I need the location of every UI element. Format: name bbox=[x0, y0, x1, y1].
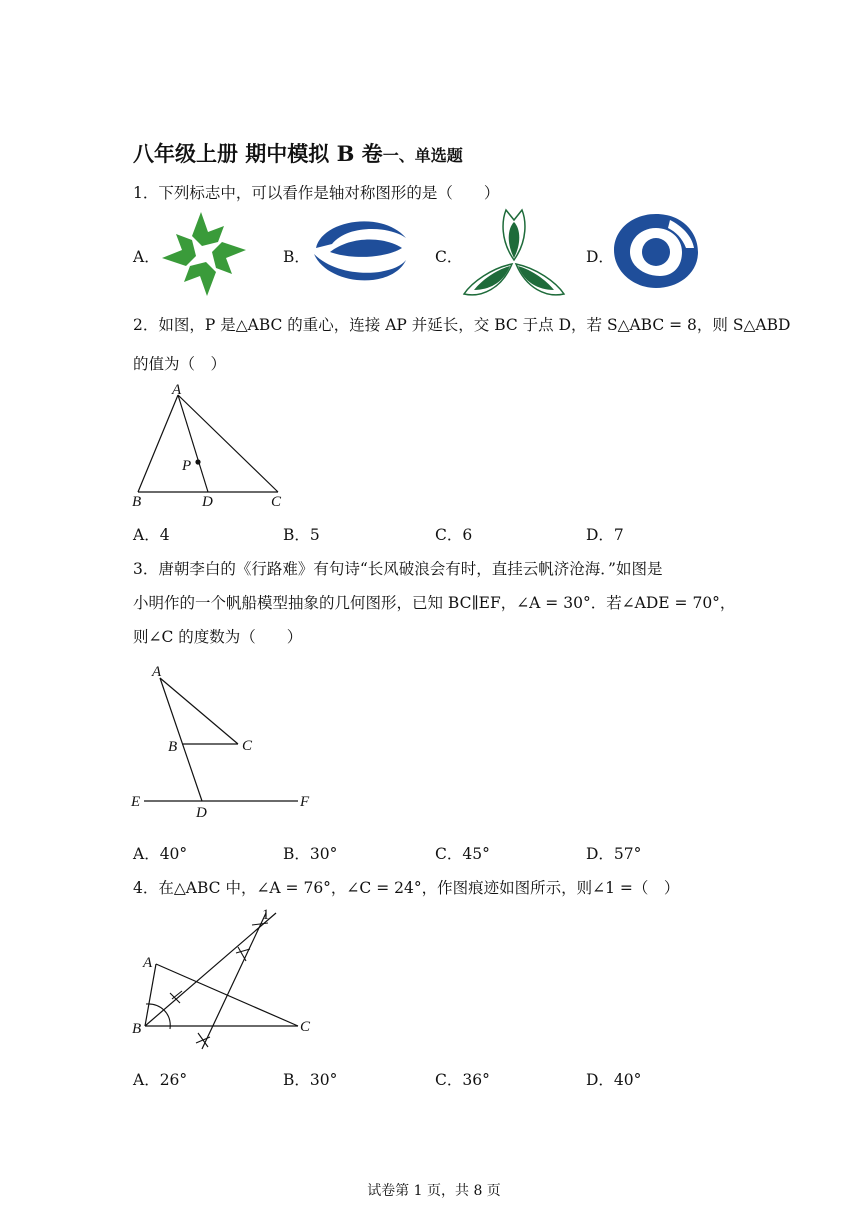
page-title bbox=[133, 138, 463, 168]
q3-option-d: D．57° bbox=[586, 845, 642, 863]
q4-angle-bisector bbox=[145, 913, 276, 1026]
q3-option-a: A．40° bbox=[133, 845, 188, 863]
q1-logo-a bbox=[158, 209, 250, 299]
q2-label-c: C bbox=[271, 494, 282, 510]
q3-label-d: D bbox=[196, 805, 207, 821]
q4-option-c: C．36° bbox=[435, 1071, 490, 1089]
q4-perpendicular-bisector bbox=[202, 913, 266, 1049]
q2-label-b: B bbox=[132, 494, 142, 510]
q3-label-a: A bbox=[152, 664, 162, 680]
q3-label-c: C bbox=[242, 738, 253, 754]
q3-label-e: E bbox=[131, 794, 141, 810]
q3-label-b: B bbox=[168, 739, 178, 755]
q4-stem: 4．在△ABC 中，∠A = 76°，∠C = 24°，作图痕迹如图所示，则∠1 =（ ） bbox=[133, 879, 680, 897]
q1-logo-b bbox=[310, 214, 410, 286]
q3-figure bbox=[128, 660, 328, 825]
q4-side-ab bbox=[145, 964, 156, 1026]
q1-logo-a-star-right bbox=[212, 242, 246, 274]
q2-option-c: C．6 bbox=[435, 526, 473, 544]
q4-label-1: 1 bbox=[262, 907, 270, 923]
q3-stem-line3: 则∠C 的度数为（ ） bbox=[133, 628, 303, 646]
q2-side-ab bbox=[138, 395, 178, 492]
q3-label-f: F bbox=[300, 794, 310, 810]
q3-stem-line1: 3．唐朝李白的《行路难》有句诗“长风破浪会有时，直挂云帆济沧海．”如图是 bbox=[133, 560, 663, 578]
q1-stem: 1．下列标志中，可以看作是轴对称图形的是（ ） bbox=[133, 184, 500, 202]
page-footer: 试卷第 1 页，共 8 页 bbox=[367, 1183, 501, 1199]
q2-label-a: A bbox=[172, 382, 182, 398]
q1-logo-a-star-bottom bbox=[184, 262, 216, 296]
q1-logo-d-inner-dot bbox=[642, 238, 670, 266]
q2-stem-line2: 的值为（ ） bbox=[133, 355, 227, 373]
q1-option-a: A． bbox=[133, 248, 160, 266]
section-heading: 一、单选题 bbox=[382, 146, 463, 165]
q1-option-b: B． bbox=[283, 248, 310, 266]
q1-logo-b-middle-band bbox=[330, 239, 402, 256]
q3-option-b: B．30° bbox=[283, 845, 338, 863]
q4-option-b: B．30° bbox=[283, 1071, 338, 1089]
q2-option-b: B．5 bbox=[283, 526, 320, 544]
q4-label-c: C bbox=[300, 1019, 311, 1035]
q4-label-b: B bbox=[132, 1021, 142, 1037]
title-text: 八年级上册 期中模拟 B 卷 bbox=[133, 141, 383, 166]
q2-label-p: P bbox=[182, 458, 192, 474]
q1-logo-a-star-top bbox=[192, 212, 224, 246]
q1-logo-b-lower-swoosh bbox=[314, 254, 406, 280]
q4-option-d: D．40° bbox=[586, 1071, 642, 1089]
q2-option-a: A．4 bbox=[133, 526, 170, 544]
q1-logo-c bbox=[462, 208, 566, 300]
q4-figure bbox=[128, 903, 328, 1055]
q2-stem-line1: 2．如图，P 是△ABC 的重心，连接 AP 并延长，交 BC 于点 D，若 S△ABC = 8，则 S△ABD bbox=[133, 316, 791, 334]
q1-logo-a-star-left bbox=[162, 234, 196, 266]
q2-centroid-point bbox=[195, 459, 200, 464]
q3-stem-line2: 小明作的一个帆船模型抽象的几何图形，已知 BC∥EF，∠A = 30°．若∠ADE = 70°， bbox=[133, 594, 736, 612]
q1-option-c: C． bbox=[435, 248, 463, 266]
q2-figure bbox=[128, 380, 298, 510]
q3-option-c: C．45° bbox=[435, 845, 490, 863]
q4-arc-mark-2 bbox=[236, 947, 250, 961]
q1-logo-d bbox=[612, 212, 700, 290]
q4-arc-mark-1 bbox=[170, 991, 182, 1003]
q2-label-d: D bbox=[202, 494, 213, 510]
q4-label-a: A bbox=[143, 955, 153, 971]
q2-option-d: D．7 bbox=[586, 526, 624, 544]
q4-option-a: A．26° bbox=[133, 1071, 188, 1089]
q1-option-d: D． bbox=[586, 248, 614, 266]
